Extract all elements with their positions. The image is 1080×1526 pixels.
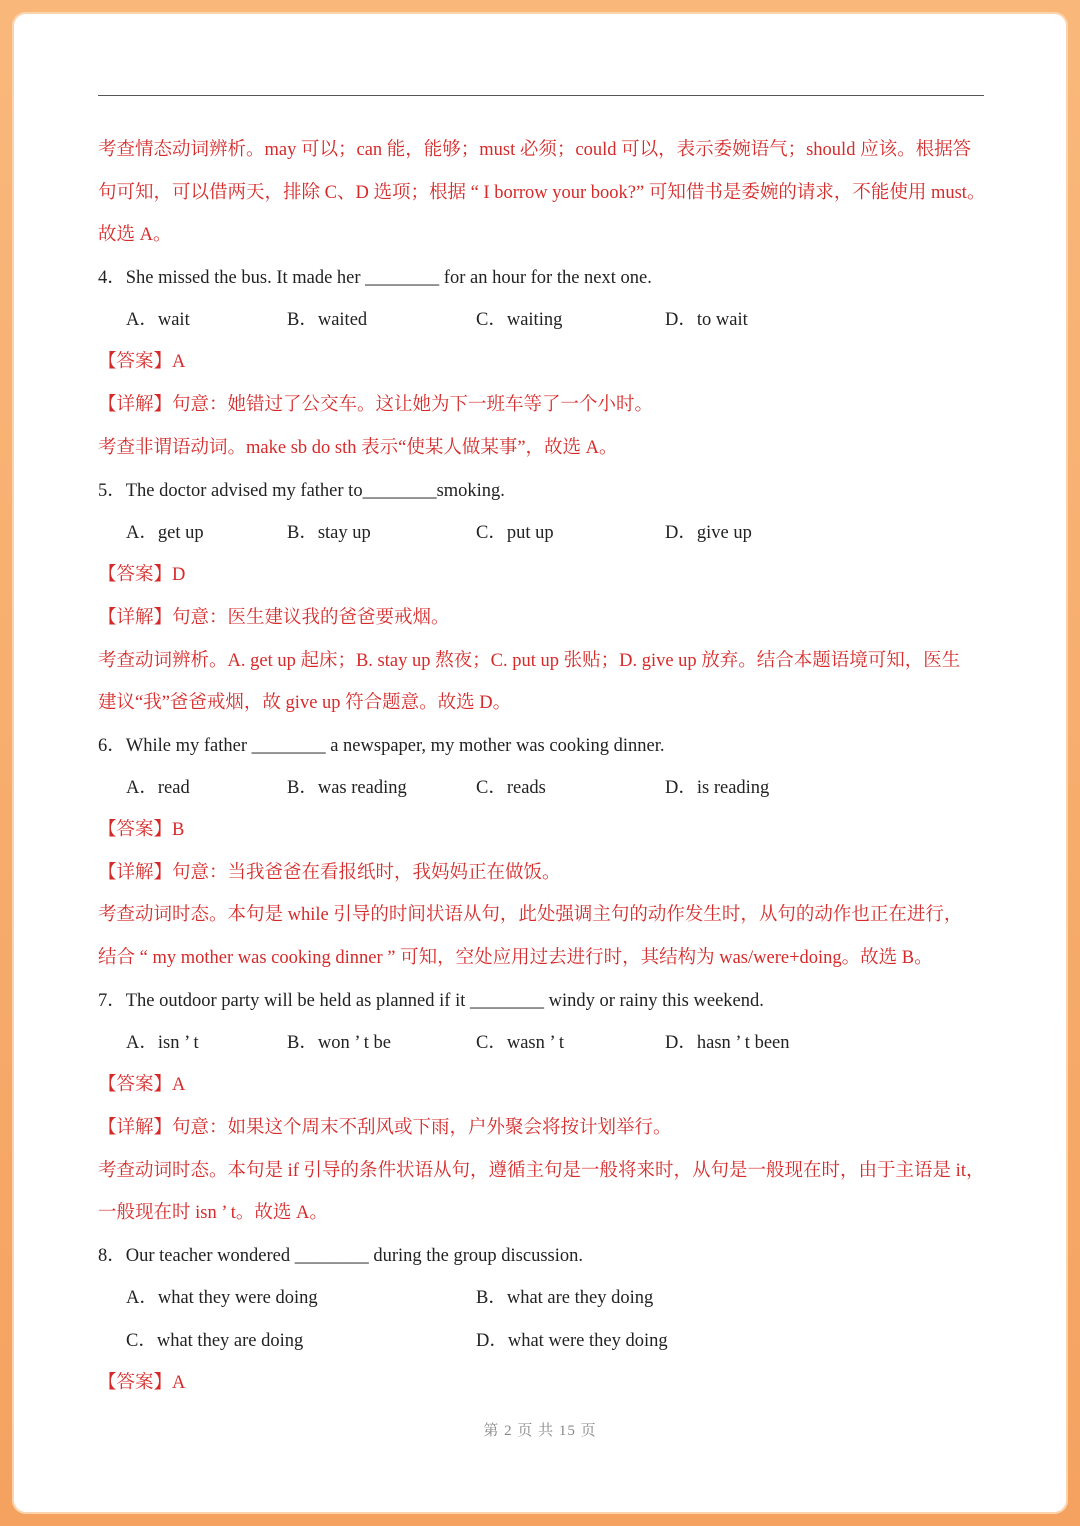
q5-detail: 【详解】句意：医生建议我的爸爸要戒烟。 xyxy=(98,608,450,628)
q5-option-a: A．get up xyxy=(126,523,204,543)
q7-answer: 【答案】A xyxy=(98,1075,186,1095)
q7-option-a: A．isn ’ t xyxy=(126,1033,199,1053)
q4-option-a: A．wait xyxy=(126,310,190,330)
q5-explain-line-1: 考查动词辨析。A. get up 起床；B. stay up 熬夜；C. put up 张贴；D. give up 放弃。结合本题语境可知，医生 xyxy=(98,651,961,671)
q4-option-b: B．waited xyxy=(287,310,368,330)
q8-option-a: A．what they were doing xyxy=(126,1288,318,1308)
q4-stem: 4．She missed the bus. It made her ________ for an hour for the next one. xyxy=(98,268,652,288)
q5-option-b: B．stay up xyxy=(287,523,371,543)
q4-option-d: D．to wait xyxy=(665,310,748,330)
q7-option-c: C．wasn ’ t xyxy=(476,1033,565,1053)
q3-explain-line-2: 句可知，可以借两天，排除 C、D 选项；根据 “ I borrow your book?” 可知借书是委婉的请求，不能使用 must。 xyxy=(98,183,986,203)
q7-detail: 【详解】句意：如果这个周末不刮风或下雨，户外聚会将按计划举行。 xyxy=(98,1118,672,1138)
q6-answer: 【答案】B xyxy=(98,820,185,840)
q7-explain-line-2: 一般现在时 isn ’ t。故选 A。 xyxy=(98,1203,328,1223)
q4-answer: 【答案】A xyxy=(98,352,186,372)
q8-answer: 【答案】A xyxy=(98,1373,186,1393)
q7-explain-line-1: 考查动词时态。本句是 if 引导的条件状语从句，遵循主句是一般将来时，从句是一般现在时，由于主语是 it， xyxy=(98,1161,985,1181)
header-rule xyxy=(98,95,984,96)
q5-stem: 5．The doctor advised my father to________smoking. xyxy=(98,481,505,501)
q7-stem: 7．The outdoor party will be held as planned if it ________ windy or rainy this weekend. xyxy=(98,991,764,1011)
q5-explain-line-2: 建议“我”爸爸戒烟，故 give up 符合题意。故选 D。 xyxy=(98,693,512,713)
q5-option-c: C．put up xyxy=(476,523,554,543)
q7-option-d: D．hasn ’ t been xyxy=(665,1033,790,1053)
q6-option-d: D．is reading xyxy=(665,778,770,798)
q5-option-d: D．give up xyxy=(665,523,752,543)
page-footer: 第 2 页 共 15 页 xyxy=(483,1423,597,1439)
q4-detail: 【详解】句意：她错过了公交车。这让她为下一班车等了一个小时。 xyxy=(98,395,654,415)
q8-option-c: C．what they are doing xyxy=(126,1331,304,1351)
q5-answer: 【答案】D xyxy=(98,565,186,585)
q8-stem: 8．Our teacher wondered ________ during the group discussion. xyxy=(98,1246,584,1266)
q8-option-b: B．what are they doing xyxy=(476,1288,654,1308)
q7-option-b: B．won ’ t be xyxy=(287,1033,391,1053)
q6-stem: 6．While my father ________ a newspaper, my mother was cooking dinner. xyxy=(98,736,665,756)
q8-option-d: D．what were they doing xyxy=(476,1331,668,1351)
q6-explain-line-1: 考查动词时态。本句是 while 引导的时间状语从句，此处强调主句的动作发生时，从句的动作也正在进行， xyxy=(98,905,963,925)
q3-explain-line-3: 故选 A。 xyxy=(98,225,172,245)
q6-option-b: B．was reading xyxy=(287,778,407,798)
q4-explain: 考查非谓语动词。make sb do sth 表示“使某人做某事”，故选 A。 xyxy=(98,438,618,458)
q6-explain-line-2: 结合 “ my mother was cooking dinner ” 可知，空处应用过去进行时，其结构为 was/were+doing。故选 B。 xyxy=(98,948,933,968)
q6-option-c: C．reads xyxy=(476,778,546,798)
q6-detail: 【详解】句意：当我爸爸在看报纸时，我妈妈正在做饭。 xyxy=(98,863,561,883)
q6-option-a: A．read xyxy=(126,778,190,798)
q4-option-c: C．waiting xyxy=(476,310,563,330)
q3-explain-line-1: 考查情态动词辨析。may 可以；can 能，能够；must 必须；could 可以，表示委婉语气；should 应该。根据答 xyxy=(98,140,972,160)
